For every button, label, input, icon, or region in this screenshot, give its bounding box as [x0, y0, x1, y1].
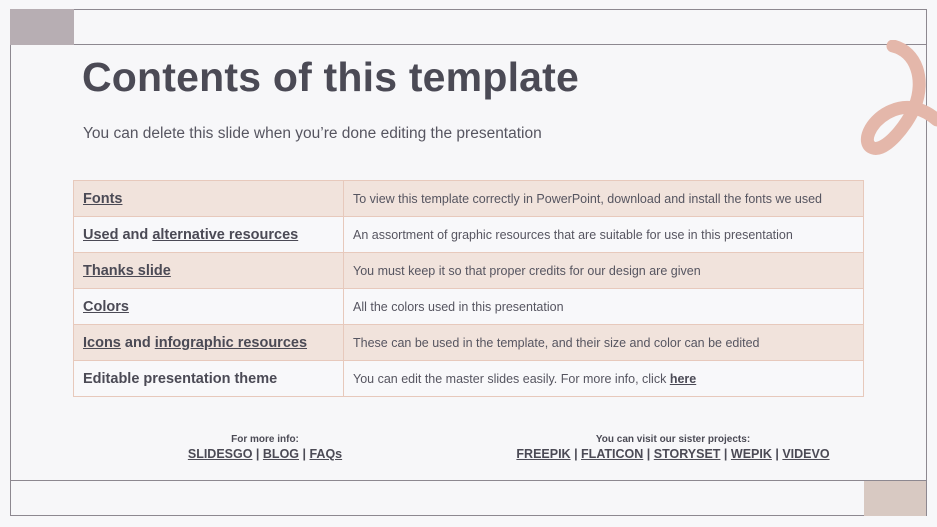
- footer-sister-projects: [497, 434, 849, 461]
- table-row: [74, 181, 864, 217]
- row-label: [74, 361, 344, 397]
- row-label: [74, 181, 344, 217]
- row-label: [74, 253, 344, 289]
- footer-link-blog[interactable]: BLOG: [262, 447, 300, 461]
- table-row: [74, 289, 864, 325]
- row-label-link[interactable]: alternative resources: [152, 226, 299, 243]
- footer-sister-projects-label: You can visit our sister projects:: [595, 434, 751, 445]
- footer-link-faqs[interactable]: FAQs: [309, 447, 343, 461]
- row-description: [344, 253, 864, 289]
- contents-table: [73, 180, 864, 397]
- footer-more-info: [160, 434, 370, 461]
- row-description: [344, 217, 864, 253]
- table-row: [74, 253, 864, 289]
- corner-block-top-left: [10, 9, 74, 45]
- frame-left-line: [10, 9, 11, 516]
- corner-block-bottom-right: [864, 481, 926, 516]
- row-label-text: Editable presentation theme: [83, 370, 278, 387]
- row-label-link[interactable]: Colors: [83, 298, 129, 315]
- row-label-link[interactable]: Thanks slide: [83, 262, 171, 279]
- row-label-link[interactable]: Fonts: [83, 190, 123, 207]
- table-row: [74, 361, 864, 397]
- row-label: [74, 289, 344, 325]
- page-subtitle: You can delete this slide when you’re done editing the presentation: [83, 125, 542, 142]
- row-label-link[interactable]: Icons: [83, 334, 121, 351]
- row-description-text: You must keep it so that proper credits for our design are given: [353, 263, 701, 278]
- curl-decoration-icon: [855, 40, 937, 165]
- row-label-text: and: [118, 226, 153, 243]
- table-row: [74, 325, 864, 361]
- footer-link-flaticon[interactable]: FLATICON: [581, 447, 644, 461]
- row-label-link[interactable]: Used: [83, 226, 119, 243]
- footer-more-info-label: For more info:: [231, 434, 299, 445]
- footer-link-wepik[interactable]: WEPIK: [730, 447, 772, 461]
- link-separator: |: [771, 447, 783, 461]
- footer-sister-projects-links: [497, 447, 849, 461]
- table-row: [74, 217, 864, 253]
- row-label: [74, 325, 344, 361]
- frame-footer-line: [10, 480, 927, 481]
- row-description-text: These can be used in the template, and their size and color can be edited: [353, 335, 760, 350]
- row-description-text: All the colors used in this presentation: [353, 299, 564, 314]
- row-description: [344, 361, 864, 397]
- row-description-text: An assortment of graphic resources that are suitable for use in this presentation: [353, 227, 793, 242]
- footer-link-slidesgo[interactable]: SLIDESGO: [187, 447, 253, 461]
- row-label-text: and: [120, 334, 155, 351]
- row-description: [344, 289, 864, 325]
- row-label-link[interactable]: infographic resources: [154, 334, 308, 351]
- row-description-text: To view this template correctly in PowerPoint, download and install the fonts we used: [353, 191, 822, 206]
- link-separator: |: [252, 447, 263, 461]
- page-title: Contents of this template: [82, 54, 580, 100]
- link-separator: |: [570, 447, 582, 461]
- link-separator: |: [720, 447, 731, 461]
- row-label: [74, 217, 344, 253]
- footer-more-info-links: [160, 447, 370, 461]
- frame-top-line: [10, 9, 927, 10]
- row-description-text: You can edit the master slides easily. For more info, click: [353, 371, 670, 386]
- link-separator: |: [299, 447, 310, 461]
- frame-header-line: [74, 44, 927, 45]
- here-link[interactable]: here: [669, 371, 697, 386]
- footer-link-freepik[interactable]: FREEPIK: [516, 447, 571, 461]
- link-separator: |: [643, 447, 654, 461]
- footer-link-storyset[interactable]: STORYSET: [653, 447, 721, 461]
- row-description: [344, 325, 864, 361]
- footer-link-videvo[interactable]: VIDEVO: [782, 447, 830, 461]
- row-description: [344, 181, 864, 217]
- frame-bottom-line: [10, 515, 927, 516]
